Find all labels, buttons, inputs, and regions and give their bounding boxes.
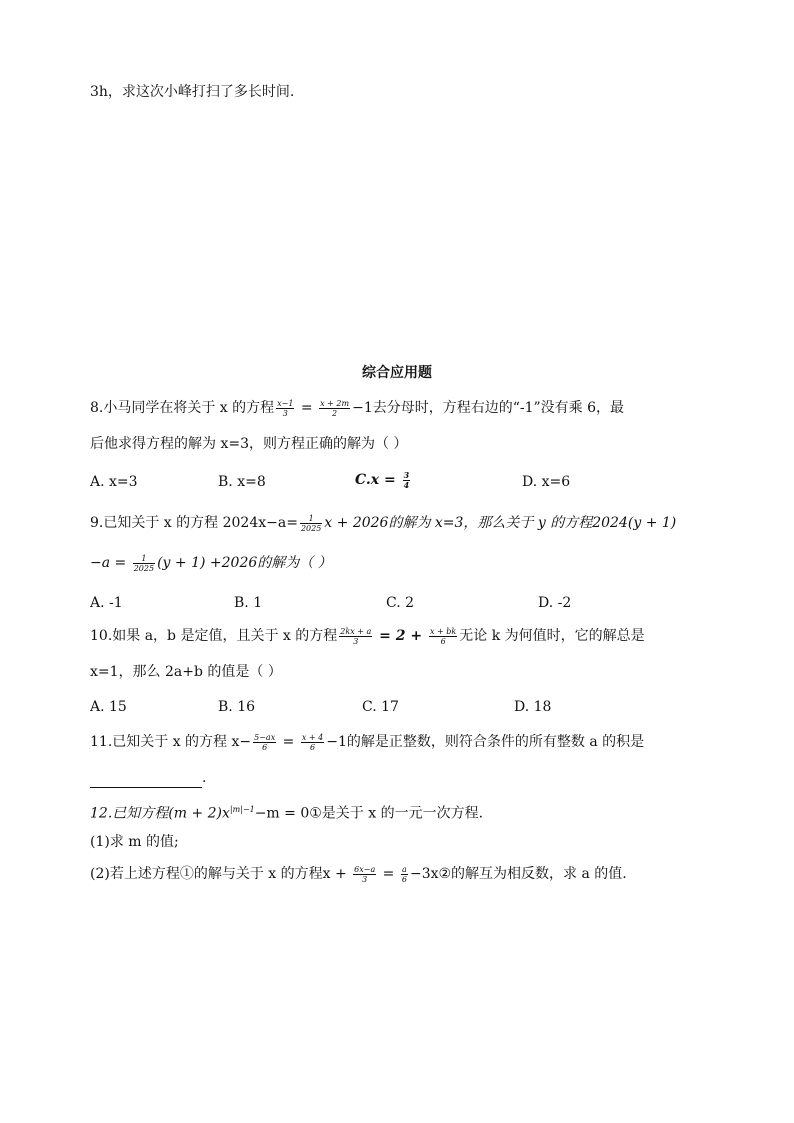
question-10-line-2: x=1，那么 2a+b 的值是（ ） xyxy=(90,664,282,680)
question-12-part-1: (1)求 m 的值; xyxy=(90,834,179,850)
question-11-answer-blank[interactable]: . xyxy=(90,768,206,788)
q8-option-a: A. x=3 xyxy=(90,474,138,490)
section-title: 综合应用题 xyxy=(362,365,432,381)
question-8-line-1 xyxy=(90,398,624,418)
q8-option-b: B. x=8 xyxy=(218,474,266,490)
question-9-line-1: 9.已知关于 x 的方程 2024x−a= $\frac{1}{2025}$ x + 2026的解为 x=3，那么关于 y 的方程2024(y + 1) xyxy=(90,513,677,533)
q8-option-c: C.x = $\frac{3}{4}$ xyxy=(355,469,410,490)
q8-text: 8.小马同学在将关于 x 的方程 xyxy=(90,400,275,416)
question-10-line-1: 10.如果 a，b 是定值，且关于 x 的方程 $\frac{2kx + a}{3}$ = 2 + $\frac{x + bk}{6}$ 无论 k 为何值时，它的解总是 xyxy=(90,626,645,646)
q9-option-d: D. -2 xyxy=(538,595,572,611)
q8-text-2: −1去分母时，方程右边的“-1”没有乘 6，最 xyxy=(352,400,625,416)
question-11-line-1: 11.已知关于 x 的方程 x− $\frac{5-ax}{6}$ = $\frac{x + 4}{6}$ −1的解是正整数，则符合条件的所有整数 a 的积是 xyxy=(90,732,645,752)
question-12-line-1: 12.已知方程$(m + 2)x^{|m|-1}-m$ = 0①是关于 x 的一元一次方程. xyxy=(90,805,484,822)
q8-fraction-1: $\frac{x-1}{3}$ xyxy=(277,398,294,418)
q8-option-d: D. x=6 xyxy=(522,474,571,490)
question-12-part-2: (2)若上述方程①的解与关于 x 的方程x + $\frac{6x-a}{3}$ = $\frac{a}{6}$ −3x②的解互为相反数，求 a 的值. xyxy=(90,864,627,884)
question-9-line-2: −a = $\frac{1}{2025}$ (y + 1) +2026的解为（ ） xyxy=(90,553,332,573)
continued-question-text: 3h，求这次小峰打扫了多长时间. xyxy=(90,84,295,100)
q8-equals: = xyxy=(296,400,318,416)
q10-option-d: D. 18 xyxy=(514,699,552,715)
q9-option-c: C. 2 xyxy=(386,595,415,611)
q10-option-c: C. 17 xyxy=(362,699,399,715)
q9-fraction-2: $\frac{1}{2025}$ xyxy=(133,553,155,573)
q8-fraction-2: $\frac{x + 2m}{2}$ xyxy=(320,398,350,418)
q9-option-a: A. -1 xyxy=(90,595,123,611)
q11-fraction-2: $\frac{x + 4}{6}$ xyxy=(301,732,324,752)
q10-option-a: A. 15 xyxy=(90,699,127,715)
q10-option-b: B. 16 xyxy=(218,699,256,715)
q10-fraction-2: $\frac{x + bk}{6}$ xyxy=(430,626,457,646)
q12-fraction-2: $\frac{a}{6}$ xyxy=(401,864,407,884)
q11-fraction-1: $\frac{5-ax}{6}$ xyxy=(254,732,276,752)
q12-fraction-1: $\frac{6x-a}{3}$ xyxy=(354,864,376,884)
q10-fraction-1: $\frac{2kx + a}{3}$ xyxy=(340,626,372,646)
q9-option-b: B. 1 xyxy=(234,595,263,611)
q9-fraction-1: $\frac{1}{2025}$ xyxy=(300,513,322,533)
question-8-line-2: 后他求得方程的解为 x=3，则方程正确的解为（ ） xyxy=(90,436,408,452)
